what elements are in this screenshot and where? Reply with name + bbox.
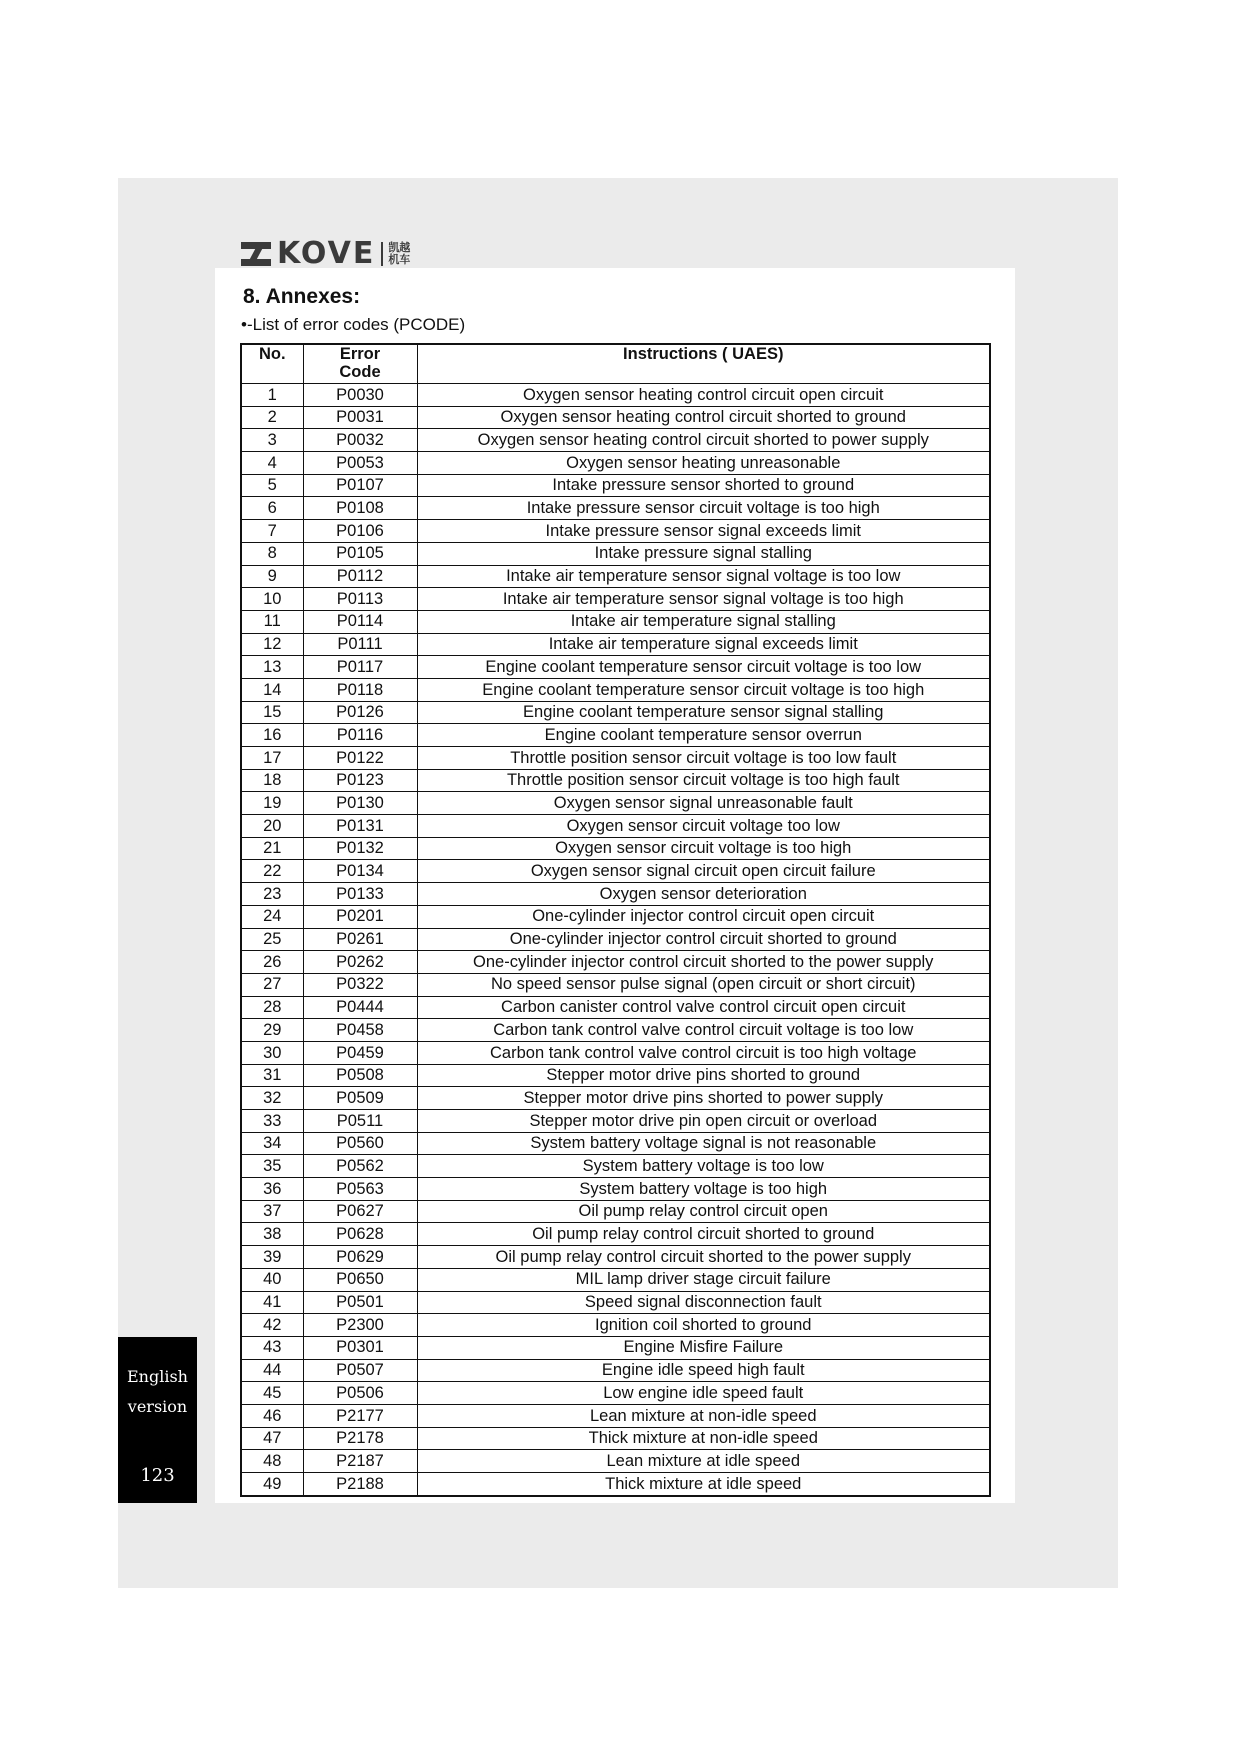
row-instruction: Stepper motor drive pins shorted to ground [417, 1064, 990, 1087]
table-row [241, 724, 990, 747]
table-row [241, 565, 990, 588]
table-row [241, 792, 990, 815]
row-instruction: System battery voltage signal is not reasonable [417, 1132, 990, 1155]
row-instruction: Low engine idle speed fault [417, 1382, 990, 1405]
table-row [241, 1450, 990, 1473]
row-no: 3 [241, 429, 303, 452]
table-row [241, 905, 990, 928]
section-subheading: •-List of error codes (PCODE) [241, 315, 466, 334]
row-instruction: Engine Misfire Failure [417, 1336, 990, 1359]
row-error-code: P0114 [303, 610, 417, 633]
table-row [241, 837, 990, 860]
table-row [241, 951, 990, 974]
table-row [241, 973, 990, 996]
row-instruction: Oxygen sensor circuit voltage too low [417, 815, 990, 838]
row-error-code: P0458 [303, 1019, 417, 1042]
row-instruction: Intake pressure signal stalling [417, 542, 990, 565]
row-instruction: System battery voltage is too low [417, 1155, 990, 1178]
table-row [241, 633, 990, 656]
row-instruction: Carbon tank control valve control circuit voltage is too low [417, 1019, 990, 1042]
table-row [241, 1473, 990, 1496]
row-error-code: P0106 [303, 520, 417, 543]
row-no: 31 [241, 1064, 303, 1087]
row-no: 46 [241, 1404, 303, 1427]
row-error-code: P0627 [303, 1200, 417, 1223]
row-no: 38 [241, 1223, 303, 1246]
row-error-code: P0111 [303, 633, 417, 656]
row-error-code: P0031 [303, 406, 417, 429]
row-instruction: Throttle position sensor circuit voltage is too high fault [417, 769, 990, 792]
row-instruction: Intake air temperature signal exceeds limit [417, 633, 990, 656]
table-row [241, 1064, 990, 1087]
row-no: 21 [241, 837, 303, 860]
row-error-code: P0105 [303, 542, 417, 565]
row-instruction: Speed signal disconnection fault [417, 1291, 990, 1314]
table-header-row [241, 344, 990, 384]
row-instruction: Oil pump relay control circuit shorted to the power supply [417, 1246, 990, 1269]
table-row [241, 1359, 990, 1382]
row-error-code: P0118 [303, 678, 417, 701]
row-error-code: P0133 [303, 883, 417, 906]
section-heading: 8. Annexes: [243, 285, 361, 308]
row-error-code: P0112 [303, 565, 417, 588]
table-row [241, 1200, 990, 1223]
table-row [241, 1155, 990, 1178]
row-error-code: P0201 [303, 905, 417, 928]
row-no: 45 [241, 1382, 303, 1405]
table-row [241, 1427, 990, 1450]
table-row [241, 656, 990, 679]
row-error-code: P0563 [303, 1178, 417, 1201]
table-row [241, 1041, 990, 1064]
table-row [241, 701, 990, 724]
row-instruction: One-cylinder injector control circuit open circuit [417, 905, 990, 928]
table-row [241, 1019, 990, 1042]
kove-logo [241, 236, 410, 272]
row-error-code: P0032 [303, 429, 417, 452]
row-no: 49 [241, 1473, 303, 1496]
row-no: 14 [241, 678, 303, 701]
row-error-code: P0122 [303, 747, 417, 770]
table-row [241, 1382, 990, 1405]
row-error-code: P0507 [303, 1359, 417, 1382]
table-row [241, 1223, 990, 1246]
row-no: 8 [241, 542, 303, 565]
table-row [241, 1178, 990, 1201]
row-instruction: Oxygen sensor deterioration [417, 883, 990, 906]
logo-cn-line2: 机车 [388, 253, 411, 266]
row-error-code: P0262 [303, 951, 417, 974]
row-error-code: P2188 [303, 1473, 417, 1496]
header-instructions: Instructions ( UAES) [417, 344, 990, 384]
row-instruction: Oxygen sensor heating control circuit shorted to power supply [417, 429, 990, 452]
row-no: 11 [241, 610, 303, 633]
row-error-code: P0301 [303, 1336, 417, 1359]
row-no: 33 [241, 1110, 303, 1133]
row-no: 39 [241, 1246, 303, 1269]
row-no: 17 [241, 747, 303, 770]
row-instruction: Oxygen sensor heating control circuit shorted to ground [417, 406, 990, 429]
row-error-code: P0030 [303, 384, 417, 407]
row-error-code: P0509 [303, 1087, 417, 1110]
row-instruction: Engine coolant temperature sensor signal stalling [417, 701, 990, 724]
row-instruction: Oxygen sensor signal circuit open circuit failure [417, 860, 990, 883]
table-row [241, 452, 990, 475]
row-no: 16 [241, 724, 303, 747]
table-row [241, 1314, 990, 1337]
row-error-code: P0261 [303, 928, 417, 951]
table-row [241, 384, 990, 407]
header-no: No. [241, 344, 303, 384]
row-instruction: Engine coolant temperature sensor circuit voltage is too low [417, 656, 990, 679]
row-instruction: MIL lamp driver stage circuit failure [417, 1268, 990, 1291]
table-row [241, 769, 990, 792]
row-no: 43 [241, 1336, 303, 1359]
row-error-code: P0506 [303, 1382, 417, 1405]
row-instruction: Carbon canister control valve control circuit open circuit [417, 996, 990, 1019]
row-no: 15 [241, 701, 303, 724]
row-instruction: Engine coolant temperature sensor circuit voltage is too high [417, 678, 990, 701]
row-no: 4 [241, 452, 303, 475]
row-error-code: P0650 [303, 1268, 417, 1291]
row-instruction: Carbon tank control valve control circuit is too high voltage [417, 1041, 990, 1064]
tab-language-line2: version [127, 1397, 188, 1416]
row-instruction: Thick mixture at idle speed [417, 1473, 990, 1496]
row-error-code: P0108 [303, 497, 417, 520]
row-error-code: P2177 [303, 1404, 417, 1427]
table-row [241, 1336, 990, 1359]
table-row [241, 1268, 990, 1291]
logo-wordmark: KOVE [277, 236, 376, 271]
row-instruction: Intake pressure sensor circuit voltage is too high [417, 497, 990, 520]
table-row [241, 610, 990, 633]
table-row [241, 1087, 990, 1110]
row-error-code: P0117 [303, 656, 417, 679]
table-row [241, 1132, 990, 1155]
row-instruction: Lean mixture at non-idle speed [417, 1404, 990, 1427]
header-error-code [303, 344, 417, 384]
row-no: 12 [241, 633, 303, 656]
row-no: 25 [241, 928, 303, 951]
row-error-code: P0444 [303, 996, 417, 1019]
table-row [241, 474, 990, 497]
row-error-code: P0628 [303, 1223, 417, 1246]
row-no: 28 [241, 996, 303, 1019]
row-instruction: Oxygen sensor heating unreasonable [417, 452, 990, 475]
table-row [241, 1246, 990, 1269]
row-no: 22 [241, 860, 303, 883]
row-error-code: P2178 [303, 1427, 417, 1450]
row-instruction: Stepper motor drive pin open circuit or overload [417, 1110, 990, 1133]
row-no: 5 [241, 474, 303, 497]
row-error-code: P0629 [303, 1246, 417, 1269]
row-no: 18 [241, 769, 303, 792]
table-row [241, 429, 990, 452]
row-instruction: Oxygen sensor circuit voltage is too high [417, 837, 990, 860]
row-error-code: P0459 [303, 1041, 417, 1064]
table-row [241, 588, 990, 611]
row-instruction: Oil pump relay control circuit shorted to ground [417, 1223, 990, 1246]
row-no: 26 [241, 951, 303, 974]
row-no: 44 [241, 1359, 303, 1382]
row-instruction: Engine idle speed high fault [417, 1359, 990, 1382]
row-no: 42 [241, 1314, 303, 1337]
row-no: 34 [241, 1132, 303, 1155]
row-instruction: One-cylinder injector control circuit shorted to ground [417, 928, 990, 951]
row-no: 20 [241, 815, 303, 838]
row-error-code: P0113 [303, 588, 417, 611]
table-row [241, 928, 990, 951]
row-instruction: Intake pressure sensor signal exceeds limit [417, 520, 990, 543]
table-row [241, 883, 990, 906]
row-instruction: Intake air temperature signal stalling [417, 610, 990, 633]
table-row [241, 406, 990, 429]
row-error-code: P0322 [303, 973, 417, 996]
row-no: 2 [241, 406, 303, 429]
table-row [241, 542, 990, 565]
row-instruction: Oil pump relay control circuit open [417, 1200, 990, 1223]
row-instruction: Lean mixture at idle speed [417, 1450, 990, 1473]
row-no: 35 [241, 1155, 303, 1178]
row-instruction: Ignition coil shorted to ground [417, 1314, 990, 1337]
row-error-code: P0511 [303, 1110, 417, 1133]
logo-cn-text [381, 242, 410, 266]
header-code-line1: Error [339, 345, 381, 363]
row-no: 24 [241, 905, 303, 928]
row-instruction: Throttle position sensor circuit voltage is too low fault [417, 747, 990, 770]
table-row [241, 497, 990, 520]
row-no: 19 [241, 792, 303, 815]
row-error-code: P0126 [303, 701, 417, 724]
row-error-code: P2187 [303, 1450, 417, 1473]
row-no: 29 [241, 1019, 303, 1042]
row-instruction: System battery voltage is too high [417, 1178, 990, 1201]
row-no: 30 [241, 1041, 303, 1064]
row-error-code: P0132 [303, 837, 417, 860]
row-error-code: P0501 [303, 1291, 417, 1314]
row-instruction: Intake air temperature sensor signal voltage is too low [417, 565, 990, 588]
row-no: 27 [241, 973, 303, 996]
row-error-code: P0130 [303, 792, 417, 815]
row-no: 32 [241, 1087, 303, 1110]
row-instruction: Intake air temperature sensor signal voltage is too high [417, 588, 990, 611]
table-row [241, 996, 990, 1019]
row-no: 23 [241, 883, 303, 906]
table-row [241, 1291, 990, 1314]
table-row [241, 678, 990, 701]
row-instruction: Thick mixture at non-idle speed [417, 1427, 990, 1450]
row-no: 36 [241, 1178, 303, 1201]
row-no: 6 [241, 497, 303, 520]
row-error-code: P0508 [303, 1064, 417, 1087]
row-instruction: Oxygen sensor signal unreasonable fault [417, 792, 990, 815]
tab-language-line1: English [127, 1367, 188, 1386]
row-error-code: P2300 [303, 1314, 417, 1337]
row-instruction: Intake pressure sensor shorted to ground [417, 474, 990, 497]
page-number: 123 [140, 1465, 175, 1486]
table-row [241, 1110, 990, 1133]
row-no: 40 [241, 1268, 303, 1291]
row-no: 48 [241, 1450, 303, 1473]
table-row [241, 747, 990, 770]
header-code-line2: Code [339, 363, 381, 381]
row-instruction: Engine coolant temperature sensor overrun [417, 724, 990, 747]
language-side-tab [118, 1337, 197, 1503]
row-no: 9 [241, 565, 303, 588]
row-instruction: One-cylinder injector control circuit shorted to the power supply [417, 951, 990, 974]
row-instruction: No speed sensor pulse signal (open circuit or short circuit) [417, 973, 990, 996]
logo-cn-line1: 凯越 [388, 241, 411, 254]
table-row [241, 860, 990, 883]
table-row [241, 815, 990, 838]
row-error-code: P0123 [303, 769, 417, 792]
row-error-code: P0560 [303, 1132, 417, 1155]
row-error-code: P0116 [303, 724, 417, 747]
row-error-code: P0131 [303, 815, 417, 838]
row-instruction: Stepper motor drive pins shorted to power supply [417, 1087, 990, 1110]
table-row [241, 1404, 990, 1427]
row-no: 1 [241, 384, 303, 407]
row-no: 13 [241, 656, 303, 679]
table-row [241, 520, 990, 543]
kove-logo-icon [241, 242, 271, 266]
row-error-code: P0562 [303, 1155, 417, 1178]
row-no: 41 [241, 1291, 303, 1314]
error-code-table [240, 343, 991, 1497]
row-error-code: P0053 [303, 452, 417, 475]
row-no: 37 [241, 1200, 303, 1223]
row-instruction: Oxygen sensor heating control circuit open circuit [417, 384, 990, 407]
row-no: 47 [241, 1427, 303, 1450]
row-no: 10 [241, 588, 303, 611]
row-no: 7 [241, 520, 303, 543]
row-error-code: P0134 [303, 860, 417, 883]
row-error-code: P0107 [303, 474, 417, 497]
